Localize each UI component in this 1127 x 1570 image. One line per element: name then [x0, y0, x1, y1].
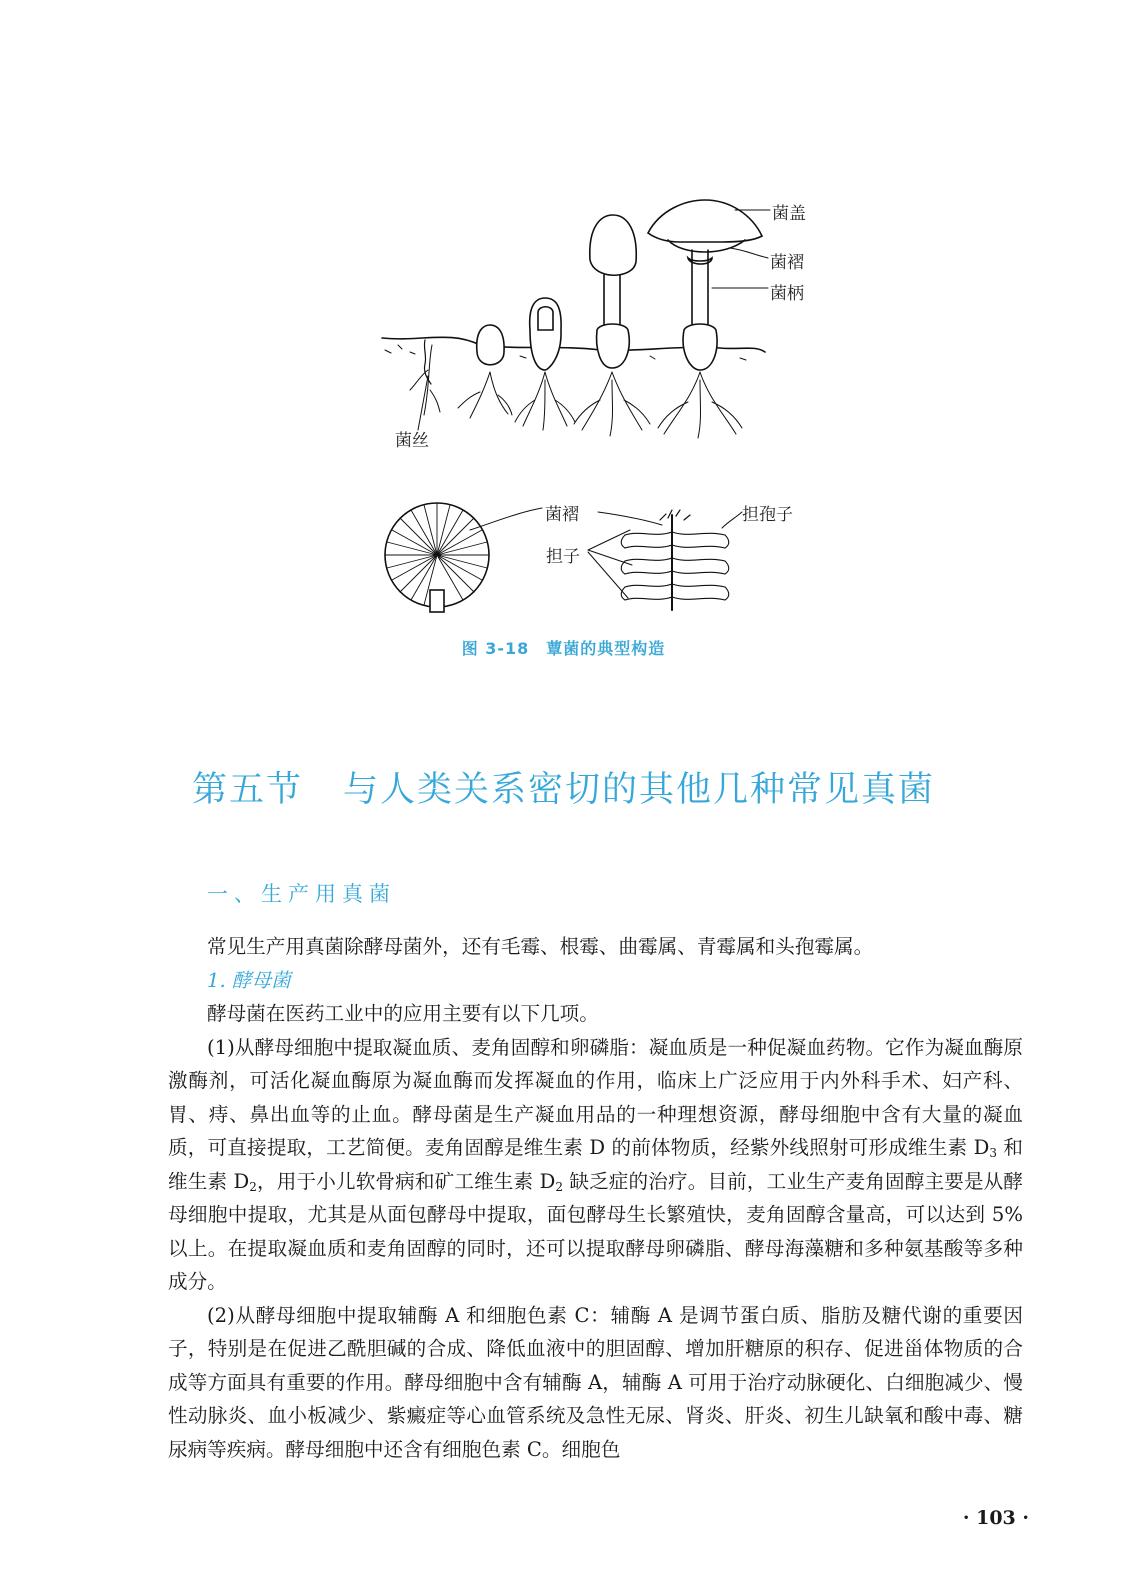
- item-1-title: 1. 酵母菌: [207, 968, 291, 992]
- label-pileus: 菌盖: [772, 204, 806, 224]
- label-gills-top: 菌褶: [770, 253, 804, 273]
- mushroom-figure: [0, 0, 1127, 680]
- p1-part-a: (1)从酵母细胞中提取凝血质、麦角固醇和卵磷脂：凝血质是一种促凝血药物。它作为凝血酶原激酶剂，可活化凝血酶原为凝血酶而发挥凝血的作用，临床上广泛应用于内外科手术、妇产科、胃、痔、鼻出血等的止血。酵母菌是生产凝血用品的一种理想资源，酵母细胞中含有大量的凝血质，可直接提取，工艺简便。麦角固醇是维生素 D 的前体物质，经紫外线照射可形成维生素 D: [168, 1035, 1023, 1159]
- p1-sub-3: 2: [555, 1179, 563, 1194]
- p1-sub-2: 2: [249, 1179, 257, 1194]
- figure-caption: 图 3-18 蕈菌的典型构造: [461, 639, 666, 658]
- paragraph-1: [168, 1031, 1023, 1299]
- section-name: 与人类关系密切的其他几种常见真菌: [343, 770, 936, 810]
- section-title: [0, 762, 1127, 812]
- p1-part-d: 缺乏症的治疗。目前，工业生产麦角固醇主要是从酵母细胞中提取，尤其是从面包酵母中提取，面包酵母生长繁殖快，麦角固醇含量高，可以达到 5% 以上。在提取凝血质和麦角固醇的同时，还可以提取酵母卵磷脂、酵母海藻糖和多种氨基酸等多种成分。: [168, 1169, 1023, 1293]
- subsection-heading: 一、生产用真菌: [207, 882, 396, 906]
- page-number: · 103 ·: [962, 1507, 1029, 1529]
- body-text: [168, 930, 1023, 1466]
- p1-sub-1: 3: [989, 1146, 997, 1160]
- mushroom-structure-illustration: [0, 0, 1127, 680]
- label-stipe: 菌柄: [770, 284, 804, 304]
- label-gills-bottom: 菌褶: [545, 505, 579, 525]
- paragraph-2: (2)从酵母细胞中提取辅酶 A 和细胞色素 C：辅酶 A 是调节蛋白质、脂肪及糖代谢的重要因子，特别是在促进乙酰胆碱的合成、降低血液中的胆固醇、增加肝糖原的积存、促进甾体物质的合成等方面具有重要的作用。酵母细胞中含有辅酶 A，辅酶 A 可用于治疗动脉硬化、白细胞减少、慢性动脉炎、血小板减少、紫癜症等心血管系统及急性无尿、肾炎、肝炎、初生儿缺氧和酸中毒、糖尿病等疾病。酵母细胞中还含有细胞色素 C。细胞色: [168, 1303, 1023, 1461]
- p1-part-b: 和维生素 D: [168, 1136, 1023, 1193]
- p1-part-c: ，用于小儿软骨病和矿工维生素 D: [256, 1169, 556, 1193]
- intro-paragraph: 常见生产用真菌除酵母菌外，还有毛霉、根霉、曲霉属、青霉属和头孢霉属。: [207, 935, 874, 958]
- label-basidium: 担子: [546, 547, 580, 567]
- label-hyphae: 菌丝: [395, 431, 429, 451]
- section-number: 第五节: [191, 770, 303, 810]
- item-1-lead: 酵母菌在医药工业中的应用主要有以下几项。: [207, 1002, 599, 1025]
- label-basidiospore: 担孢子: [742, 505, 793, 525]
